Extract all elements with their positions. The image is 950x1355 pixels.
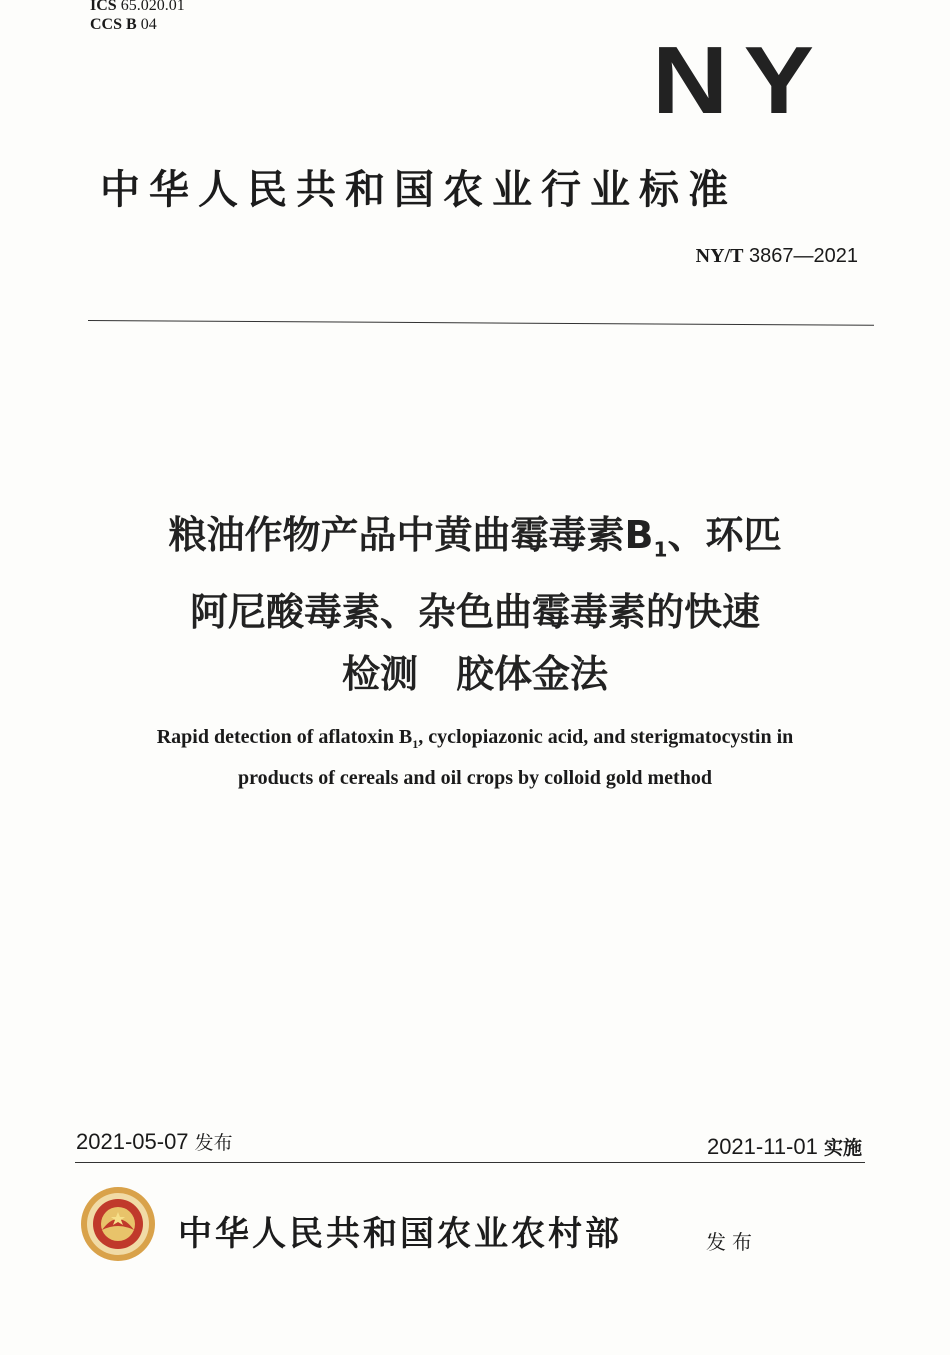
- chinese-title-line-3: 检测 胶体金法: [341, 651, 608, 696]
- national-emblem-icon: [80, 1186, 156, 1262]
- english-title-subscript: 1: [412, 737, 419, 751]
- standard-number-prefix: NY/T: [695, 245, 744, 267]
- standard-number: [696, 245, 858, 268]
- classification-codes: [90, 0, 185, 34]
- issue-date-label: 发布: [194, 1132, 233, 1154]
- issue-label: 发布: [706, 1230, 758, 1254]
- effective-date-label: 实施: [823, 1137, 862, 1159]
- ccs-code: [90, 15, 185, 34]
- chinese-title-line-2: 阿尼酸毒素、杂色曲霉毒素的快速: [189, 589, 760, 634]
- ny-brand-mark: NY: [652, 27, 830, 134]
- footer-divider: [75, 1162, 865, 1163]
- english-title-line-1: [60, 720, 890, 761]
- ccs-value: 04: [140, 16, 157, 33]
- english-title: [60, 720, 890, 795]
- ics-label: ICS: [90, 0, 117, 14]
- standard-number-value: 3867—2021: [749, 245, 858, 267]
- effective-date: [707, 1133, 862, 1160]
- issue-date-value: 2021-05-07: [76, 1129, 189, 1154]
- ics-value: 65.020.01: [120, 0, 185, 14]
- chinese-title-line-1-tail: 、环匹: [667, 513, 782, 557]
- chinese-title-line-1: [60, 504, 890, 581]
- english-title-line-1-tail: , cyclopiazonic acid, and sterigmatocystin in: [418, 726, 794, 748]
- issue-date: [76, 1128, 233, 1155]
- chinese-title-line-1-main: 粮油作物产品中黄曲霉毒素B: [168, 513, 654, 557]
- standard-category-title: 中华人民共和国农业行业标准: [100, 166, 737, 213]
- english-title-line-2: products of cereals and oil crops by colloid gold method: [238, 767, 712, 789]
- chinese-title-subscript: 1: [653, 537, 668, 562]
- ccs-label: CCS B: [90, 16, 137, 33]
- header-divider: [88, 320, 874, 326]
- ics-code: [90, 0, 185, 15]
- effective-date-value: 2021-11-01: [706, 1134, 818, 1159]
- english-title-line-1-main: Rapid detection of aflatoxin B: [156, 726, 413, 748]
- issuing-ministry: 中华人民共和国农业农村部: [178, 1214, 622, 1254]
- chinese-title: [60, 504, 890, 705]
